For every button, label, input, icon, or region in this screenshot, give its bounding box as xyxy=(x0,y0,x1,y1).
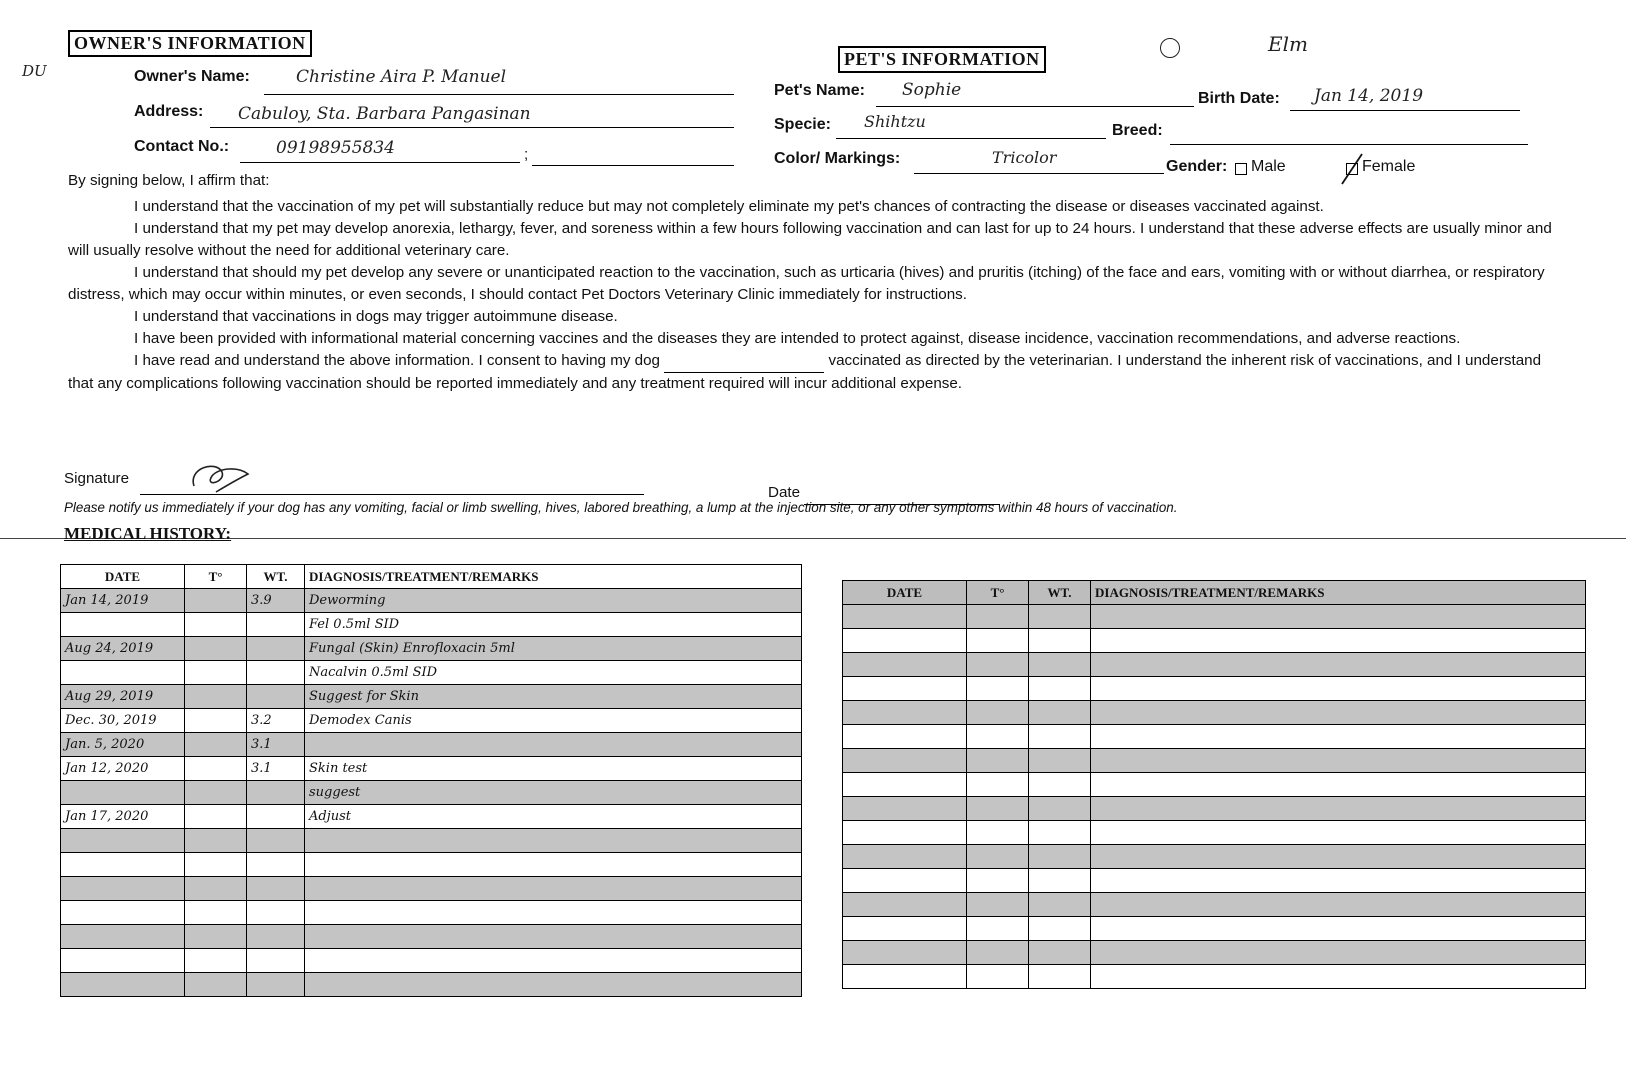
male-checkbox[interactable] xyxy=(1235,163,1247,175)
temp-cell[interactable] xyxy=(185,973,247,997)
specie-line xyxy=(836,138,1106,139)
birth-date-line xyxy=(1290,110,1520,111)
weight-cell[interactable] xyxy=(247,685,305,709)
date-cell[interactable] xyxy=(61,973,185,997)
weight-cell[interactable] xyxy=(247,661,305,685)
temp-cell[interactable] xyxy=(967,773,1029,797)
consent-p6-b: vaccinated as directed by the veterinarian. I understand the inherent risk of vaccinations, and I understand that any complications following vaccination should be reported immediately and any treatment required will incur additional expense. xyxy=(68,352,1542,392)
remarks-cell[interactable] xyxy=(1091,749,1586,773)
date-cell[interactable] xyxy=(843,629,967,653)
dog-name-blank[interactable] xyxy=(664,350,824,373)
remarks-cell[interactable] xyxy=(1091,797,1586,821)
table-row xyxy=(843,749,1586,773)
medical-table-left xyxy=(60,564,802,997)
table-row xyxy=(61,709,802,733)
address-line xyxy=(210,127,734,128)
table-row xyxy=(843,797,1586,821)
temp-cell[interactable] xyxy=(967,869,1029,893)
date-cell[interactable] xyxy=(61,853,185,877)
contact-line xyxy=(240,162,520,163)
remarks-cell[interactable]: Nacalvin 0.5ml SID xyxy=(305,661,802,685)
consent-p2: I understand that my pet may develop anorexia, lethargy, fever, and soreness within a few hours following vaccination and can last for up to 24 hours. I understand that these adverse effects are usually minor and will usually resolve without the need for additional veterinary care. xyxy=(68,220,1552,259)
pet-name-line xyxy=(876,106,1194,107)
consent-p1: I understand that the vaccination of my pet will substantially reduce but may not completely eliminate my pet's chances of contracting the disease or diseases vaccinated against. xyxy=(134,198,1324,215)
temp-cell[interactable] xyxy=(185,949,247,973)
remarks-cell[interactable]: suggest xyxy=(305,781,802,805)
signature-scribble-icon xyxy=(186,458,256,498)
table-row xyxy=(61,901,802,925)
table-row xyxy=(61,757,802,781)
remarks-cell[interactable] xyxy=(305,973,802,997)
weight-cell[interactable] xyxy=(1029,629,1091,653)
weight-cell[interactable] xyxy=(1029,605,1091,629)
table-row xyxy=(843,917,1586,941)
consent-p4: I understand that vaccinations in dogs may trigger autoimmune disease. xyxy=(134,308,618,325)
medical-table-right-body xyxy=(843,605,1586,989)
weight-cell[interactable] xyxy=(1029,749,1091,773)
date-cell[interactable] xyxy=(843,677,967,701)
consent-paragraphs xyxy=(68,196,1568,395)
table-row xyxy=(61,829,802,853)
temp-cell[interactable] xyxy=(185,901,247,925)
temp-cell[interactable] xyxy=(185,805,247,829)
remarks-cell[interactable]: Fel 0.5ml SID xyxy=(305,613,802,637)
table-row xyxy=(61,637,802,661)
date-cell[interactable] xyxy=(61,829,185,853)
consent-p6 xyxy=(68,350,1568,395)
weight-cell[interactable]: 3.2 xyxy=(247,709,305,733)
birth-date-label: Birth Date: xyxy=(1198,90,1280,107)
table-row xyxy=(843,725,1586,749)
owner-name-field[interactable]: Christine Aira P. Manuel xyxy=(296,67,507,87)
table-row xyxy=(843,653,1586,677)
weight-cell[interactable] xyxy=(247,901,305,925)
col-temp-header: T° xyxy=(185,565,247,589)
table-row xyxy=(843,893,1586,917)
weight-cell[interactable] xyxy=(247,877,305,901)
table-row xyxy=(61,805,802,829)
weight-cell[interactable] xyxy=(247,781,305,805)
temp-cell[interactable] xyxy=(185,661,247,685)
contact-separator: ; xyxy=(524,146,529,163)
date-cell[interactable]: Aug 24, 2019 xyxy=(61,637,185,661)
pet-name-field[interactable]: Sophie xyxy=(902,80,962,100)
weight-cell[interactable] xyxy=(247,853,305,877)
consent-p6-a: I have read and understand the above information. I consent to having my dog xyxy=(134,352,661,369)
date-cell[interactable] xyxy=(843,845,967,869)
weight-cell[interactable] xyxy=(1029,893,1091,917)
date-cell[interactable] xyxy=(843,941,967,965)
remarks-cell[interactable]: Demodex Canis xyxy=(305,709,802,733)
remarks-cell[interactable]: Adjust xyxy=(305,805,802,829)
table-row xyxy=(61,685,802,709)
color-field[interactable]: Tricolor xyxy=(992,148,1057,167)
weight-cell[interactable]: 3.9 xyxy=(247,589,305,613)
pet-section-title: PET'S INFORMATION xyxy=(838,46,1046,73)
medical-history-title: MEDICAL HISTORY: xyxy=(64,524,232,543)
remarks-cell[interactable] xyxy=(1091,965,1586,989)
date-cell[interactable] xyxy=(61,781,185,805)
col-weight-header: WT. xyxy=(1029,581,1091,605)
owner-name-line xyxy=(264,94,734,95)
remarks-cell[interactable]: Deworming xyxy=(305,589,802,613)
pet-name-label: Pet's Name: xyxy=(774,82,865,99)
contact-field[interactable]: 09198955834 xyxy=(276,138,395,158)
col-date-header: DATE xyxy=(843,581,967,605)
medical-table-right xyxy=(842,580,1586,989)
date-cell[interactable] xyxy=(61,661,185,685)
consent-p5: I have been provided with informational material concerning vaccines and the diseases they are intended to protect against, disease incidence, vaccination recommendations, and adverse reactions. xyxy=(134,330,1461,347)
date-cell[interactable] xyxy=(61,949,185,973)
weight-cell[interactable] xyxy=(1029,845,1091,869)
temp-cell[interactable] xyxy=(185,685,247,709)
weight-cell[interactable] xyxy=(1029,653,1091,677)
color-line xyxy=(914,173,1164,174)
temp-cell[interactable] xyxy=(967,677,1029,701)
temp-cell[interactable] xyxy=(185,781,247,805)
temp-cell[interactable] xyxy=(185,709,247,733)
owner-name-label: Owner's Name: xyxy=(134,68,250,85)
table-row xyxy=(61,925,802,949)
weight-cell[interactable] xyxy=(247,973,305,997)
date-cell[interactable] xyxy=(61,901,185,925)
remarks-cell[interactable] xyxy=(1091,677,1586,701)
weight-cell[interactable] xyxy=(247,613,305,637)
specie-field[interactable]: Shihtzu xyxy=(864,112,926,131)
breed-label: Breed: xyxy=(1112,122,1163,139)
remarks-cell[interactable] xyxy=(1091,869,1586,893)
table-row xyxy=(843,773,1586,797)
temp-cell[interactable] xyxy=(967,821,1029,845)
temp-cell[interactable] xyxy=(967,653,1029,677)
gender-label: Gender: xyxy=(1166,158,1228,175)
temp-cell[interactable] xyxy=(967,629,1029,653)
date-cell[interactable]: Aug 29, 2019 xyxy=(61,685,185,709)
date-label: Date xyxy=(768,484,801,501)
table-row xyxy=(61,973,802,997)
weight-cell[interactable] xyxy=(247,637,305,661)
weight-cell[interactable] xyxy=(247,925,305,949)
table-row xyxy=(843,629,1586,653)
owner-section-title: OWNER'S INFORMATION xyxy=(68,30,312,57)
temp-cell[interactable] xyxy=(185,733,247,757)
weight-cell[interactable] xyxy=(247,829,305,853)
date-cell[interactable] xyxy=(843,797,967,821)
remarks-cell[interactable] xyxy=(1091,821,1586,845)
table-row xyxy=(61,877,802,901)
table-header-row xyxy=(61,565,802,589)
date-cell[interactable]: Jan 12, 2020 xyxy=(61,757,185,781)
female-label: Female xyxy=(1362,158,1416,175)
signature-label: Signature xyxy=(64,470,130,487)
remarks-cell[interactable] xyxy=(1091,701,1586,725)
temp-cell[interactable] xyxy=(185,853,247,877)
temp-cell[interactable] xyxy=(185,613,247,637)
weight-cell[interactable]: 3.1 xyxy=(247,757,305,781)
consent-intro: By signing below, I affirm that: xyxy=(68,172,270,189)
weight-cell[interactable] xyxy=(1029,821,1091,845)
weight-cell[interactable] xyxy=(1029,965,1091,989)
temp-cell[interactable] xyxy=(967,893,1029,917)
table-row xyxy=(843,941,1586,965)
male-label: Male xyxy=(1251,158,1286,175)
temp-cell[interactable] xyxy=(185,877,247,901)
table-header-row xyxy=(843,581,1586,605)
table-row xyxy=(843,965,1586,989)
date-cell[interactable] xyxy=(843,917,967,941)
table-row xyxy=(843,677,1586,701)
specie-label: Specie: xyxy=(774,116,831,133)
weight-cell[interactable] xyxy=(1029,797,1091,821)
color-label: Color/ Markings: xyxy=(774,150,901,167)
margin-note: DU xyxy=(22,62,47,80)
remarks-cell[interactable] xyxy=(305,925,802,949)
temp-cell[interactable] xyxy=(185,829,247,853)
remarks-cell[interactable]: Fungal (Skin) Enrofloxacin 5ml xyxy=(305,637,802,661)
date-cell[interactable] xyxy=(843,821,967,845)
address-field[interactable]: Cabuloy, Sta. Barbara Pangasinan xyxy=(238,104,531,124)
remarks-cell[interactable] xyxy=(1091,941,1586,965)
remarks-cell[interactable] xyxy=(305,901,802,925)
weight-cell[interactable]: 3.1 xyxy=(247,733,305,757)
table-row xyxy=(61,661,802,685)
date-cell[interactable]: Jan 14, 2019 xyxy=(61,589,185,613)
weight-cell[interactable] xyxy=(247,805,305,829)
weight-cell[interactable] xyxy=(1029,725,1091,749)
remarks-cell[interactable] xyxy=(1091,773,1586,797)
table-row xyxy=(61,853,802,877)
date-cell[interactable] xyxy=(843,653,967,677)
col-temp-header: T° xyxy=(967,581,1029,605)
remarks-cell[interactable]: Suggest for Skin xyxy=(305,685,802,709)
table-row xyxy=(61,949,802,973)
contact-line-2 xyxy=(532,165,734,166)
table-row xyxy=(843,869,1586,893)
temp-cell[interactable] xyxy=(967,917,1029,941)
weight-cell[interactable] xyxy=(1029,869,1091,893)
weight-cell[interactable] xyxy=(1029,773,1091,797)
col-date-header: DATE xyxy=(61,565,185,589)
date-cell[interactable] xyxy=(843,869,967,893)
remarks-cell[interactable] xyxy=(305,853,802,877)
date-cell[interactable] xyxy=(843,773,967,797)
breed-line[interactable] xyxy=(1170,144,1528,145)
weight-cell[interactable] xyxy=(1029,677,1091,701)
temp-cell[interactable] xyxy=(967,749,1029,773)
birth-date-field[interactable]: Jan 14, 2019 xyxy=(1314,86,1424,106)
table-row xyxy=(61,589,802,613)
remarks-cell[interactable] xyxy=(305,877,802,901)
remarks-cell[interactable] xyxy=(1091,845,1586,869)
date-cell[interactable] xyxy=(843,893,967,917)
weight-cell[interactable] xyxy=(1029,941,1091,965)
temp-cell[interactable] xyxy=(967,965,1029,989)
contact-label: Contact No.: xyxy=(134,138,230,155)
remarks-cell[interactable] xyxy=(1091,629,1586,653)
temp-cell[interactable] xyxy=(967,941,1029,965)
remarks-cell[interactable] xyxy=(1091,653,1586,677)
col-remarks-header: DIAGNOSIS/TREATMENT/REMARKS xyxy=(1091,581,1586,605)
page-fold-divider xyxy=(0,538,1626,539)
temp-cell[interactable] xyxy=(967,845,1029,869)
date-cell[interactable] xyxy=(61,925,185,949)
temp-cell[interactable] xyxy=(185,925,247,949)
consent-p3: I understand that should my pet develop any severe or unanticipated reaction to the vaccination, such as urticaria (hives) and pruritis (itching) of the face and ears, vomiting with or without diarrhea, or respiratory distress, which may occur within minutes, or even seconds, I should contact Pet Doctors Veterinary Clinic immediately for instructions. xyxy=(68,264,1545,303)
remarks-cell[interactable] xyxy=(305,949,802,973)
date-cell[interactable] xyxy=(61,877,185,901)
table-row xyxy=(843,701,1586,725)
temp-cell[interactable] xyxy=(967,725,1029,749)
date-cell[interactable] xyxy=(843,725,967,749)
remarks-cell[interactable] xyxy=(1091,605,1586,629)
remarks-cell[interactable] xyxy=(305,829,802,853)
date-cell[interactable] xyxy=(843,701,967,725)
date-cell[interactable]: Jan 17, 2020 xyxy=(61,805,185,829)
address-label: Address: xyxy=(134,103,204,120)
weight-cell[interactable] xyxy=(1029,917,1091,941)
date-cell[interactable] xyxy=(843,605,967,629)
top-note: Elm xyxy=(1268,32,1308,56)
temp-cell[interactable] xyxy=(967,605,1029,629)
remarks-cell[interactable] xyxy=(1091,917,1586,941)
table-row xyxy=(61,733,802,757)
col-weight-header: WT. xyxy=(247,565,305,589)
remarks-cell[interactable] xyxy=(1091,893,1586,917)
temp-cell[interactable] xyxy=(185,589,247,613)
remarks-cell[interactable] xyxy=(305,733,802,757)
weight-cell[interactable] xyxy=(247,949,305,973)
temp-cell[interactable] xyxy=(967,701,1029,725)
remarks-cell[interactable]: Skin test xyxy=(305,757,802,781)
table-row xyxy=(843,605,1586,629)
col-remarks-header: DIAGNOSIS/TREATMENT/REMARKS xyxy=(305,565,802,589)
table-row xyxy=(61,613,802,637)
remarks-cell[interactable] xyxy=(1091,725,1586,749)
date-cell[interactable] xyxy=(843,749,967,773)
temp-cell[interactable] xyxy=(967,797,1029,821)
weight-cell[interactable] xyxy=(1029,701,1091,725)
date-cell[interactable]: Dec. 30, 2019 xyxy=(61,709,185,733)
date-cell[interactable] xyxy=(843,965,967,989)
temp-cell[interactable] xyxy=(185,637,247,661)
table-row xyxy=(843,845,1586,869)
table-row xyxy=(843,821,1586,845)
date-cell[interactable]: Jan. 5, 2020 xyxy=(61,733,185,757)
date-cell[interactable] xyxy=(61,613,185,637)
temp-cell[interactable] xyxy=(185,757,247,781)
table-row xyxy=(61,781,802,805)
medical-table-left-body xyxy=(61,589,802,997)
notice-text: Please notify us immediately if your dog has any vomiting, facial or limb swelling, hives, labored breathing, a lump at the injection site, or any other symptoms within 48 hours of vaccination. xyxy=(64,500,1178,515)
circle-mark-icon xyxy=(1160,38,1180,58)
